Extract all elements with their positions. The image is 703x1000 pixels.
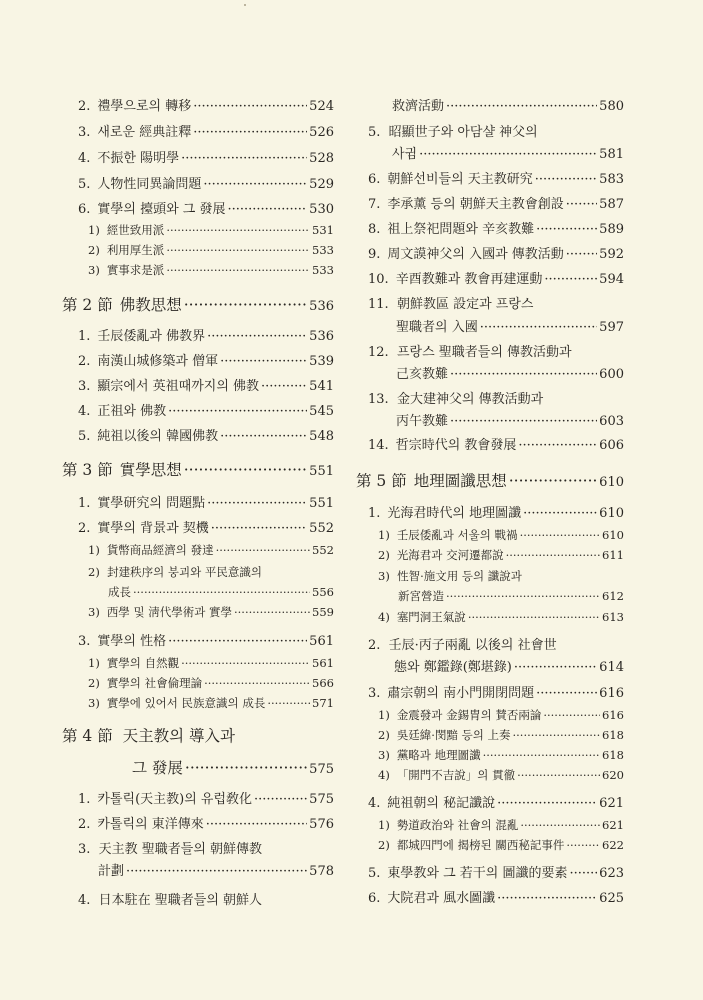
toc-subentry: 1) 經世致用派 ····· 531 — [88, 222, 334, 238]
toc-subentry-continuation: 成長 ····· 556 — [108, 584, 334, 600]
toc-entry-line: 12. 프랑스 聖職者들의 傳教活動과 — [368, 345, 572, 360]
toc-entry: 4. 正祖와 佛教 ····· 545 — [78, 400, 334, 419]
toc-subentry: 2) 吳廷緯·閔黯 등의 上奏 ····· 618 — [378, 727, 624, 743]
toc-entry-line: 4. 日本駐在 聖職者들의 朝鮮人 — [78, 893, 263, 908]
toc-entry: 2. 南漢山城修築과 僧軍 ····· 539 — [78, 350, 334, 369]
toc-entry: 6. 大院君과 風水圖讖 ····· 625 — [368, 887, 624, 906]
toc-subentry: 4) 「開門不吉說」의 貫徹 ····· 620 — [378, 767, 624, 783]
toc-entry: 1. 壬辰倭亂과 佛教界 ····· 536 — [78, 325, 334, 344]
toc-entry-continuation: 計劃 ····· 578 — [98, 860, 334, 879]
toc-entry: 4. 不振한 陽明學 ····· 528 — [78, 147, 334, 166]
paper-speck — [244, 4, 246, 6]
toc-entry: 4. 純祖朝의 秘記讖說 ····· 621 — [368, 792, 624, 811]
toc-entry: 5. 人物性同異論問題 ····· 529 — [78, 173, 334, 192]
toc-subentry: 3) 西學 및 淸代學術과 實學 ····· 559 — [88, 604, 334, 620]
toc-entry: 7. 李承薰 등의 朝鮮天主教會創設 ····· 587 — [368, 193, 624, 212]
toc-entry-continuation: 救濟活動 ····· 580 — [392, 95, 624, 114]
toc-subentry-continuation: 新宮營造 ····· 612 — [398, 588, 624, 604]
toc-entry: 5. 純祖以後의 韓國佛教 ····· 548 — [78, 425, 334, 444]
toc-entry-line: 13. 金大建神父의 傳教活動과 — [368, 392, 544, 407]
toc-subentry-line: 2) 封建秩序의 붕괴와 平民意識의 — [88, 565, 262, 579]
toc-entry-continuation: 丙午教難 ····· 603 — [396, 410, 624, 429]
toc-subentry: 2) 都城四門에 揭榜된 關西秘記事件 ····· 622 — [378, 837, 624, 853]
toc-entry: 9. 周文謨神父의 入國과 傳教活動 ····· 592 — [368, 243, 624, 262]
toc-section-heading: 第 4 節 天主教의 導入과 — [62, 727, 235, 745]
toc-entry: 3. 實學의 性格 ····· 561 — [78, 630, 334, 649]
toc-subentry: 1) 勢道政治와 社會의 混亂 ····· 621 — [378, 817, 624, 833]
toc-entry: 1. 카톨릭(天主教)의 유럽敎化 ····· 575 — [78, 788, 334, 807]
toc-subentry: 2) 光海君과 交河遷都說 ····· 611 — [378, 547, 624, 563]
toc-entry: 14. 哲宗時代의 教會發展 ····· 606 — [368, 434, 624, 453]
toc-entry: 3. 肅宗朝의 南小門開閉問題 ····· 616 — [368, 682, 624, 701]
toc-entry: 3. 새로운 經典註釋 ····· 526 — [78, 121, 334, 140]
toc-entry-line: 5. 昭顯世子와 아담샬 神父의 — [368, 125, 538, 140]
toc-subentry: 3) 黨略과 地理圖讖 ····· 618 — [378, 747, 624, 763]
toc-entry: 10. 辛酉教難과 教會再建運動 ····· 594 — [368, 268, 624, 287]
toc-entry: 2. 實學의 背景과 契機 ····· 552 — [78, 517, 334, 536]
toc-entry-line: 11. 朝鮮教區 設定과 프랑스 — [368, 297, 534, 312]
toc-entry: 1. 實學研究의 問題點 ····· 551 — [78, 492, 334, 511]
toc-entry-continuation: 態와 鄭鑑錄(鄭堪錄) ····· 614 — [394, 656, 624, 675]
toc-section-heading-continuation: 그 發展 ····· 575 — [132, 756, 334, 778]
toc-subentry: 1) 貨幣商品經濟의 發達 ····· 552 — [88, 542, 334, 558]
toc-entry-line: 2. 壬辰·丙子兩亂 以後의 社會世 — [368, 638, 557, 653]
toc-entry: 2. 禮學으로의 轉移 ····· 524 — [78, 95, 334, 114]
toc-entry: 3. 顯宗에서 英祖때까지의 佛教 ····· 541 — [78, 375, 334, 394]
toc-entry: 6. 朝鮮선비들의 天主教研究 ····· 583 — [368, 168, 624, 187]
toc-entry: 5. 東學教와 그 若干의 圖讖的要素 ····· 623 — [368, 862, 624, 881]
toc-entry-continuation: 사귐 ····· 581 — [392, 143, 624, 162]
toc-section-heading: 第 3 節 實學思想 ····· 551 — [62, 458, 334, 480]
toc-subentry: 4) 塞門洞王氣說 ····· 613 — [378, 609, 624, 625]
toc-section-heading: 第 5 節 地理圖讖思想 ····· 610 — [356, 469, 624, 491]
toc-subentry: 3) 實事求是派 ····· 533 — [88, 262, 334, 278]
toc-entry: 1. 光海君時代의 地理圖讖 ····· 610 — [368, 502, 624, 521]
toc-entry: 6. 實學의 擡頭와 그 發展 ····· 530 — [78, 198, 334, 217]
toc-entry-line: 3. 天主教 聖職者들의 朝鮮傳教 — [78, 842, 263, 857]
toc-subentry: 1) 金震發과 金錫胄의 賛否兩論 ····· 616 — [378, 707, 624, 723]
toc-entry: 2. 카톨릭의 東洋傳來 ····· 576 — [78, 813, 334, 832]
toc-subentry: 1) 壬辰倭亂과 서울의 戰禍 ····· 610 — [378, 527, 624, 543]
toc-entry: 8. 祖上祭祀問題와 辛亥教難 ····· 589 — [368, 218, 624, 237]
toc-subentry-line: 3) 性智·施文用 등의 讖說과 — [378, 569, 522, 583]
toc-subentry: 3) 實學에 있어서 民族意識의 成長 ····· 571 — [88, 695, 334, 711]
toc-entry-continuation: 聖職者의 入國 ····· 597 — [396, 316, 624, 335]
toc-subentry: 2) 利用厚生派 ····· 533 — [88, 242, 334, 258]
toc-subentry: 2) 實學의 社會倫理論 ····· 566 — [88, 675, 334, 691]
toc-section-heading: 第 2 節 佛教思想 ····· 536 — [62, 293, 334, 315]
toc-entry-continuation: 己亥教難 ····· 600 — [396, 363, 624, 382]
toc-subentry: 1) 實學의 自然觀 ····· 561 — [88, 655, 334, 671]
